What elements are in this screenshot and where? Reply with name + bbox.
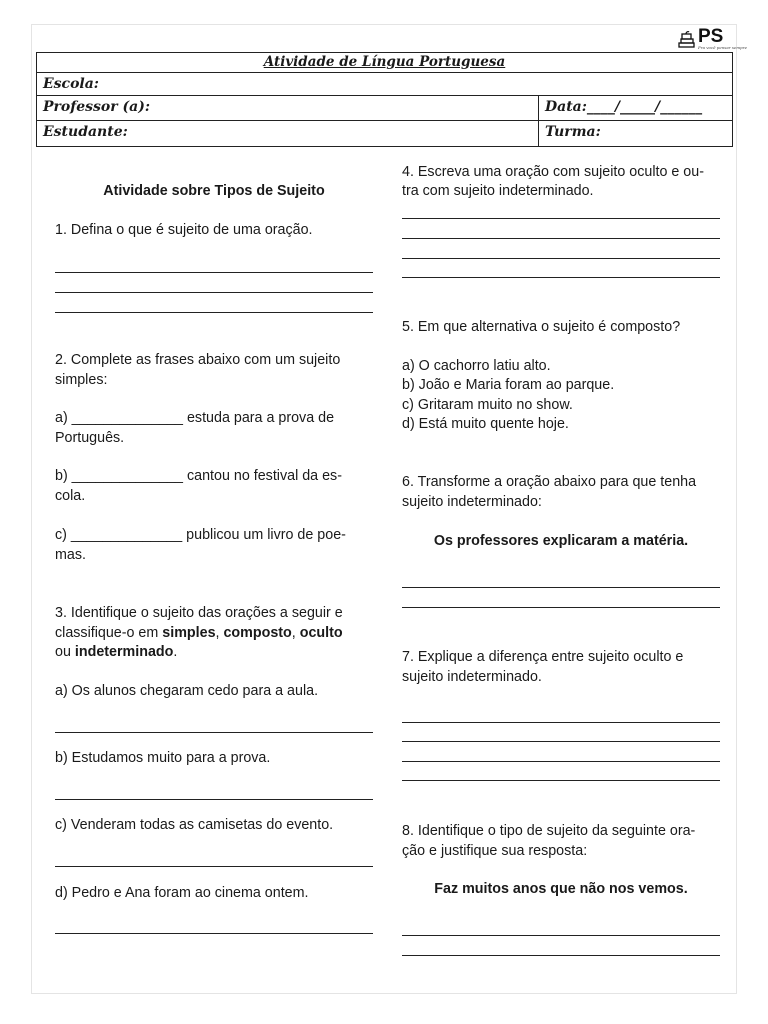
question-2b-line2: cola.: [55, 488, 86, 504]
question-6-line1: 6. Transforme a oração abaixo para que tenha: [402, 474, 697, 490]
answer-line[interactable]: [402, 955, 720, 956]
question-3-line1: 3. Identifique o sujeito das orações a seguir e: [55, 605, 343, 621]
question-5: 5. Em que alternativa o sujeito é composto?: [402, 319, 681, 335]
q3-comma: ,: [291, 625, 300, 641]
question-1: 1. Defina o que é sujeito de uma oração.: [55, 222, 313, 238]
answer-line[interactable]: [402, 607, 720, 608]
logo-tagline: Pra você pensar sempre: [698, 45, 747, 50]
q3-text: ou: [55, 644, 75, 660]
question-4-line1: 4. Escreva uma oração com sujeito oculto e ou-: [402, 164, 704, 180]
book-stack-icon: [676, 30, 696, 50]
question-2-line2: simples:: [55, 372, 108, 388]
date-field[interactable]: Data:____/_____/______: [545, 99, 703, 115]
answer-line[interactable]: [402, 587, 720, 588]
student-field[interactable]: Estudante:: [37, 121, 539, 146]
question-4-line2: tra com sujeito indeterminado.: [402, 183, 594, 199]
activity-title: Atividade sobre Tipos de Sujeito: [103, 183, 325, 199]
answer-line[interactable]: [55, 933, 373, 934]
answer-line[interactable]: [402, 238, 720, 239]
question-7-line1: 7. Explique a diferença entre sujeito oculto e: [402, 649, 684, 665]
answer-line[interactable]: [402, 258, 720, 259]
question-2c-line2: mas.: [55, 547, 86, 563]
answer-line[interactable]: [402, 741, 720, 742]
question-2a-line2: Português.: [55, 430, 125, 446]
term-composto: composto: [223, 625, 292, 641]
option-5b[interactable]: b) João e Maria foram ao parque.: [402, 377, 615, 393]
question-3c: c) Venderam todas as camisetas do evento.: [55, 817, 334, 833]
option-5a[interactable]: a) O cachorro latiu alto.: [402, 358, 551, 374]
q3-comma: ,: [215, 625, 224, 641]
question-3d: d) Pedro e Ana foram ao cinema ontem.: [55, 885, 309, 901]
q3-dot: .: [173, 644, 178, 660]
question-2b-line1: b) ______________ cantou no festival da es-: [55, 468, 342, 484]
question-6-sentence: Os professores explicaram a matéria.: [433, 533, 689, 549]
school-field[interactable]: Escola:: [37, 73, 732, 96]
teacher-field[interactable]: Professor (a):: [37, 96, 539, 120]
answer-line[interactable]: [402, 218, 720, 219]
answer-line[interactable]: [55, 312, 373, 313]
answer-line[interactable]: [55, 732, 373, 733]
question-2-line1: 2. Complete as frases abaixo com um sujeito: [55, 352, 341, 368]
answer-line[interactable]: [55, 799, 373, 800]
answer-line[interactable]: [55, 866, 373, 867]
header-table: [36, 52, 733, 147]
question-7-line2: sujeito indeterminado.: [402, 669, 542, 685]
question-6-line2: sujeito indeterminado:: [402, 494, 542, 510]
term-oculto: oculto: [299, 625, 343, 641]
answer-line[interactable]: [402, 761, 720, 762]
answer-line[interactable]: [402, 277, 720, 278]
question-3-line2: [55, 624, 343, 644]
class-field[interactable]: Turma:: [545, 124, 601, 140]
option-5c[interactable]: c) Gritaram muito no show.: [402, 397, 573, 413]
question-2a-line1: a) ______________ estuda para a prova de: [55, 410, 335, 426]
question-2c-line1: c) ______________ publicou um livro de poe-: [55, 527, 346, 543]
question-8-line1: 8. Identifique o tipo de sujeito da seguinte ora-: [402, 823, 696, 839]
option-5d[interactable]: d) Está muito quente hoje.: [402, 416, 569, 432]
question-8-line2: ção e justifique sua resposta:: [402, 843, 588, 859]
teacher-date-row: [37, 96, 732, 121]
answer-line[interactable]: [402, 722, 720, 723]
answer-line[interactable]: [55, 292, 373, 293]
ps-logo: [676, 26, 747, 52]
term-indeterminado: indeterminado: [74, 644, 174, 660]
term-simples: simples: [162, 625, 216, 641]
question-3a: a) Os alunos chegaram cedo para a aula.: [55, 683, 319, 699]
answer-line[interactable]: [55, 272, 373, 273]
question-3b: b) Estudamos muito para a prova.: [55, 750, 271, 766]
logo-text: PS: [698, 26, 724, 47]
question-8-sentence: Faz muitos anos que não nos vemos.: [434, 881, 688, 897]
answer-line[interactable]: [402, 780, 720, 781]
header-title: Atividade de Língua Portuguesa: [37, 53, 732, 73]
q3-text: classifique-o em: [55, 625, 163, 641]
answer-line[interactable]: [402, 935, 720, 936]
question-3-line3: [55, 643, 177, 663]
student-class-row: [37, 121, 732, 146]
